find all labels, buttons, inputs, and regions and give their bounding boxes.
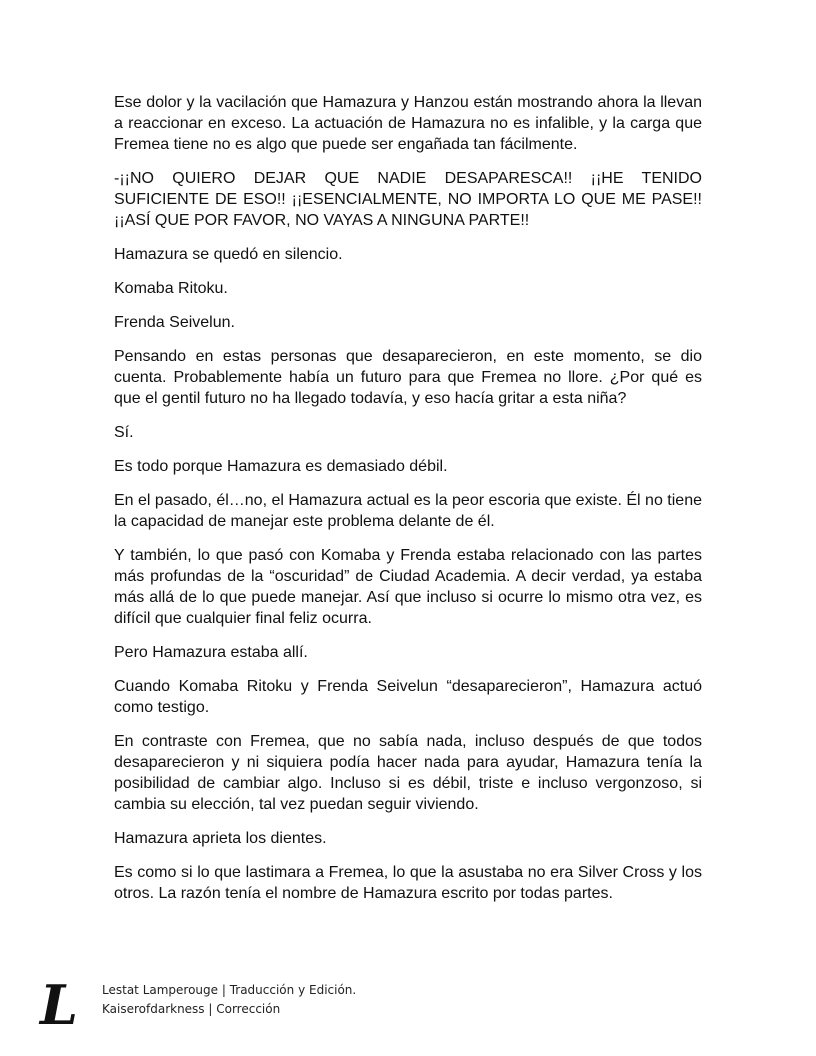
paragraph: En contraste con Fremea, que no sabía nada, incluso después de que todos desaparecieron y ni siquiera podía hacer nada para ayudar, Hamazura tenía la posibilidad de cambiar algo. Incluso si es débil, triste e incluso vergonzoso, si cambia su elección, tal vez puedan seguir viviendo. — [114, 733, 702, 813]
paragraph: Komaba Ritoku. — [114, 280, 228, 297]
translator-credit: Lestat Lamperouge | Traducción y Edición. — [102, 983, 357, 997]
paragraph: Hamazura aprieta los dientes. — [114, 830, 327, 847]
page-body — [114, 92, 702, 917]
paragraph: En el pasado, él…no, el Hamazura actual es la peor escoria que existe. Él no tiene la capacidad de manejar este problema delante de él. — [114, 492, 702, 530]
proofreader-credit: Kaiserofdarkness | Corrección — [102, 1002, 281, 1016]
gothic-l-logo: L — [40, 973, 78, 1037]
paragraph: Hamazura se quedó en silencio. — [114, 246, 343, 263]
paragraph: Ese dolor y la vacilación que Hamazura y Hanzou están mostrando ahora la llevan a reaccionar en exceso. La actuación de Hamazura no es infalible, y la carga que Fremea tiene no es algo que puede ser engañada tan fácilmente. — [114, 94, 702, 153]
paragraph: Pero Hamazura estaba allí. — [114, 644, 308, 661]
page-footer — [40, 973, 540, 1037]
paragraph: -¡¡NO QUIERO DEJAR QUE NADIE DESAPARESCA!! ¡¡HE TENIDO SUFICIENTE DE ESO!! ¡¡ESENCIALMENTE, NO IMPORTA LO QUE ME PASE!! ¡¡ASÍ QUE POR FAVOR, NO VAYAS A NINGUNA PARTE!! — [114, 170, 702, 229]
paragraph: Sí. — [114, 424, 134, 441]
paragraph: Y también, lo que pasó con Komaba y Frenda estaba relacionado con las partes más profundas de la “oscuridad” de Ciudad Academia. A decir verdad, ya estaba más allá de lo que puede manejar. Así que incluso si ocurre lo mismo otra vez, es difícil que cualquier final feliz ocurra. — [114, 547, 702, 627]
paragraph: Pensando en estas personas que desaparecieron, en este momento, se dio cuenta. Probablemente había un futuro para que Fremea no llore. ¿Por qué es que el gentil futuro no ha llegado todavía, y eso hacía gritar a esta niña? — [114, 348, 702, 407]
paragraph: Cuando Komaba Ritoku y Frenda Seivelun “desaparecieron”, Hamazura actuó como testigo. — [114, 678, 702, 716]
credits-block — [102, 981, 356, 1019]
paragraph: Es todo porque Hamazura es demasiado débil. — [114, 458, 448, 475]
paragraph: Es como si lo que lastimara a Fremea, lo que la asustaba no era Silver Cross y los otros. La razón tenía el nombre de Hamazura escrito por todas partes. — [114, 864, 702, 902]
paragraph: Frenda Seivelun. — [114, 314, 235, 331]
